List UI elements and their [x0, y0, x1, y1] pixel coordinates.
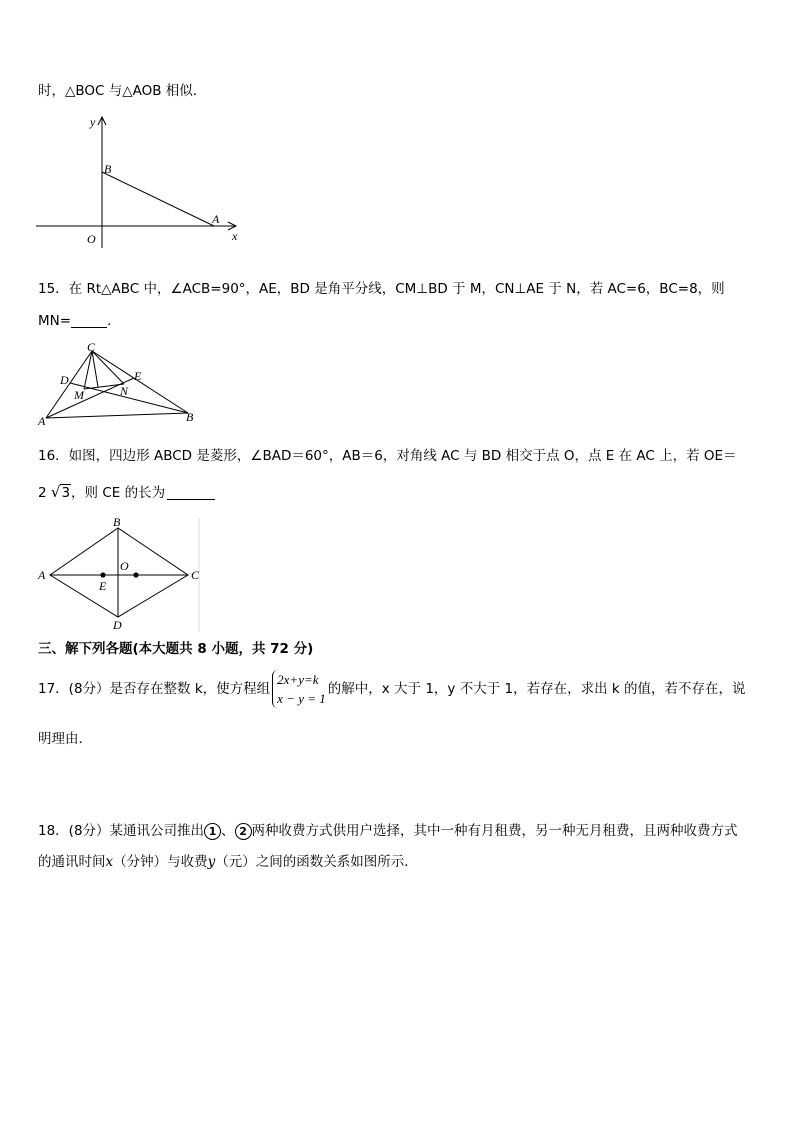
label-y: y: [90, 115, 96, 129]
circled-1: 1: [204, 823, 221, 840]
segment-ba: [102, 172, 214, 226]
q14-text: 时，△BOC 与△AOB 相似．: [38, 83, 207, 99]
q16-line2: [38, 483, 215, 502]
q15-line1: 15．在 Rt△ABC 中，∠ACB=90°，AE，BD 是角平分线，CM⊥BD 于 M，CN⊥AE 于 N，若 AC=6，BC=8，则: [38, 281, 725, 297]
section-heading: 三、解下列各题(本大题共 8 小题，共 72 分): [38, 641, 314, 657]
q18-post: 两种收费方式供用户选择，其中一种有月租费，另一种无月租费，且两种收费方式: [251, 823, 738, 839]
sqrt-symbol: √3: [50, 483, 71, 501]
q16-radicand: 3: [61, 485, 71, 501]
q18-line2-c: （元）之间的函数关系如图所示．: [215, 854, 418, 870]
q18-line2-b: （分钟）与收费: [113, 854, 208, 870]
q17-post: 的解中，x 大于 1，y 不大于 1，若存在，求出 k 的值，若不存在，说: [327, 681, 746, 697]
q15-figure: [36, 340, 206, 428]
label-d: D: [113, 618, 122, 632]
q18-line1: [38, 822, 738, 840]
label-a: A: [38, 568, 46, 582]
rhombus-abcd: [50, 528, 188, 617]
q16-coef: 2: [38, 485, 47, 501]
label-m: M: [74, 388, 84, 402]
var-x: x: [105, 854, 114, 870]
label-b: B: [104, 162, 112, 176]
q15-answer-blank: [71, 313, 107, 328]
q17-line1: [38, 668, 745, 710]
label-b: B: [186, 410, 194, 424]
q15-line2: [38, 312, 121, 330]
label-b: B: [113, 515, 121, 529]
q18-sep: 、: [221, 823, 235, 839]
label-a: A: [212, 212, 220, 226]
q16-answer-blank: [167, 485, 215, 500]
label-d: D: [60, 373, 69, 387]
q16-text: ，则 CE 的长为: [71, 485, 166, 501]
point-o-dot: [133, 572, 138, 577]
equation-system: [272, 670, 326, 708]
label-x: x: [232, 229, 238, 243]
equation-1: 2x+y=k: [277, 672, 319, 687]
var-y: y: [207, 854, 216, 870]
label-c: C: [191, 568, 200, 582]
q14-figure: [36, 113, 246, 248]
label-o: O: [120, 559, 129, 573]
q16-figure: [36, 514, 206, 632]
q18-pre: 18．(8分）某通讯公司推出: [38, 823, 205, 839]
q18-line2-a: 的通讯时间: [38, 854, 106, 870]
q15-period: ．: [107, 313, 121, 329]
label-o: O: [87, 232, 96, 246]
label-n: N: [120, 384, 129, 398]
label-c: C: [87, 340, 96, 354]
q16-line1: 16．如图，四边形 ABCD 是菱形，∠BAD＝60°，AB＝6，对角线 AC 与 BD 相交于点 O，点 E 在 AC 上，若 OE＝: [38, 448, 737, 464]
q15-mn-label: MN=: [38, 313, 72, 329]
bisector-bd: [70, 383, 188, 413]
label-a: A: [38, 414, 46, 428]
label-e: E: [99, 579, 107, 593]
point-e: [100, 572, 105, 577]
q17-pre: 17．(8分）是否存在整数 k，使方程组: [38, 681, 271, 697]
q17-line2: 明理由．: [38, 731, 92, 747]
segment-mn: [84, 384, 124, 389]
side-ab: [46, 413, 188, 418]
label-e: E: [134, 369, 142, 383]
circled-2: 2: [235, 823, 252, 840]
equation-2: x − y = 1: [277, 691, 326, 706]
q18-line2: [38, 853, 418, 871]
